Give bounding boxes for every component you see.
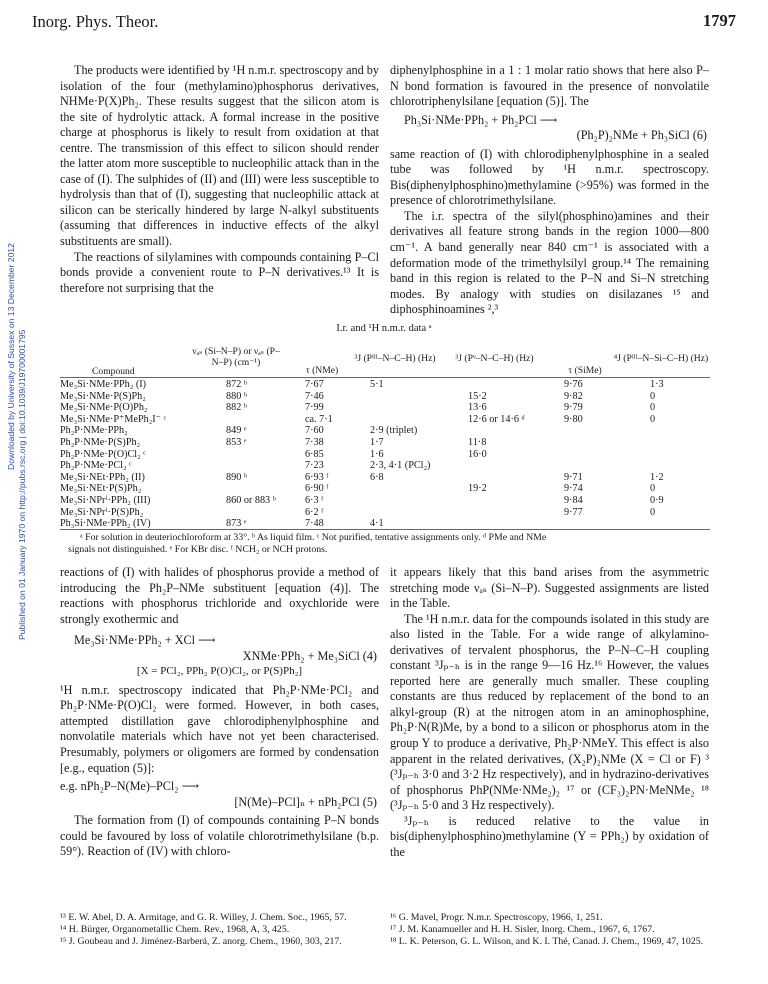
cell-tau-nme: 7·23 — [305, 460, 324, 472]
cell-vas: 880 ᵇ — [226, 390, 247, 402]
footnote: ¹³ E. W. Abel, D. A. Armitage, and G. R. Willey, J. Chem. Soc., 1965, 57. — [60, 912, 347, 923]
cell-tau-sime: 9·71 — [564, 471, 583, 483]
cell-tau-sime: 9·79 — [564, 402, 583, 414]
cell-j3-pv: 11·8 — [468, 437, 487, 448]
equation-line: Ph₃Si·NMe·PPh₂ + Ph₂PCl ⟶ — [404, 112, 558, 127]
table-footnote: ᵃ For solution in deuteriochloroform at 33°. ᵇ As liquid film. ᶜ Not purified, tentative assignments only. ᵈ PMe and NMe — [80, 532, 547, 543]
cell-j3-piii: 6·8 — [370, 471, 384, 483]
paragraph: same reaction of (I) with chlorodiphenylphosphine in a sealed tube was followed by ¹H n.m.r. spectroscopy. Bis(diphenylphosphino)methylamine (>95%) was formed in the presence of chlorotrimethylsilane. — [390, 146, 709, 208]
cell-tau-sime: 9·74 — [564, 483, 583, 495]
cell-compound: Ph₂P·NMe·PPh₂ — [60, 425, 128, 437]
cell-j4: 1·2 — [650, 471, 664, 483]
page-number: 1797 — [703, 11, 736, 30]
table-footnote: signals not distinguished. ᵉ For KBr disc. ᶠ NCH₂ or NCH protons. — [68, 544, 328, 555]
cell-j3-pv: 12·6 or 14·6 ᵈ — [468, 413, 525, 425]
paragraph: diphenylphosphine in a 1 : 1 molar ratio shows that here also P–N bond formation is favoured in the presence of nonvolatile chlorotriphenylsilane [equation (5)]. The — [390, 63, 709, 109]
footnotes-right — [390, 912, 709, 948]
paragraph: it appears likely that this band arises from the asymmetric stretching mode νₐₛ (Si–N–P). Suggested assignments are listed in the Table. — [390, 565, 709, 611]
cell-compound: Ph₂P·NMe·P(S)Ph₂ — [60, 437, 141, 448]
cell-j4: 0·9 — [650, 495, 664, 506]
cell-j3-piii: 4·1 — [370, 518, 384, 530]
col-header-vas: νₐₛ (Si–N–P) or νₐₛ (P–N–P) (cm⁻¹) — [192, 346, 280, 368]
cell-compound: Me₃Si·NMe·P(O)Ph₂ — [60, 402, 148, 414]
footnotes-left — [60, 912, 379, 948]
col-header-j4: ⁴J (Pᴵᴵᴵ–N–Si–C–H) (Hz) — [613, 353, 709, 364]
cell-compound: Me₃Si·NPrⁱ·P(S)Ph₂ — [60, 506, 144, 518]
cell-j4: 0 — [650, 506, 656, 518]
equation-5 — [60, 779, 379, 810]
left-column-bottom — [60, 565, 379, 860]
cell-vas: 853 ᵉ — [226, 437, 247, 448]
footnote: ¹⁵ J. Goubeau and J. Jiménez-Barberá, Z. anorg. Chem., 1960, 303, 217. — [60, 936, 342, 947]
cell-tau-nme: 7·99 — [305, 402, 324, 414]
cell-compound: Me₃Si·NMe·PPh₂ (I) — [60, 379, 147, 390]
download-watermark — [6, 170, 27, 640]
cell-compound: Me₃Si·NMe·P⁺MePh₂I⁻ ᶜ — [60, 413, 167, 425]
cell-tau-nme: 7·60 — [305, 425, 324, 437]
cell-tau-sime: 9·82 — [564, 390, 583, 402]
col-header-compound: Compound — [92, 366, 135, 377]
paragraph: reactions of (I) with halides of phosphorus provide a method of introducing the Ph₂P–NMe substituent [equation (4)]. The reactions with phosphorus trichloride and oxychloride were strongly exothermic and — [60, 565, 379, 626]
cell-vas: 890 ᵇ — [226, 471, 247, 483]
table-rule — [60, 529, 710, 530]
cell-j3-pv: 19·2 — [468, 483, 487, 495]
left-column-top — [60, 63, 379, 296]
cell-tau-nme: ca. 7·1 — [305, 413, 333, 425]
cell-j3-pv: 16·0 — [468, 448, 487, 460]
cell-j3-piii: 2·3, 4·1 (PCl₂) — [370, 460, 431, 472]
footnote: ¹⁷ J. M. Kanamueller and H. H. Sisler, Inorg. Chem., 1967, 6, 1767. — [390, 924, 655, 935]
cell-tau-nme: 7·38 — [305, 437, 324, 448]
right-column-bottom — [390, 565, 709, 860]
journal-header: Inorg. Phys. Theor. — [32, 12, 159, 31]
paragraph: ³Jₚ₋ₕ is reduced relative to the value in bis(diphenylphosphino)methylamine (Y = PPh₂) by oxidation of the — [390, 813, 709, 859]
paragraph: The products were identified by ¹H n.m.r. spectroscopy and by isolation of the four (methylamino)phosphorus derivatives, NHMe·P(X)Ph₂. These results suggest that the silicon atom is the site of hydrolytic attack. A formal increase in the positive charge at phosphorus is likely to result from oxidation at that centre. The transmission of this effect to silicon should render the latter atom more susceptible to nucleophilic attack than in the case of (I). The sulphides of (II) and (III) were less susceptible to hydrolysis than that of (I), suggesting that nucleophilic attack at silicon can be sterically hindered by large N-alkyl substituents (assuming that differences in inductive effects of the alkyl substituents are small). — [60, 63, 379, 249]
cell-tau-sime: 9·80 — [564, 413, 583, 425]
cell-compound: Me₃Si·NEt·PPh₂ (II) — [60, 471, 145, 483]
equation-4 — [60, 633, 379, 680]
equation-line: [X = PCl₂, PPh₂ P(O)Cl₂, or P(S)Ph₂] — [136, 665, 303, 678]
cell-j3-piii: 1·7 — [370, 437, 384, 448]
cell-j4: 0 — [650, 390, 656, 402]
table-rule — [60, 377, 710, 378]
cell-tau-sime: 9·77 — [564, 506, 583, 518]
cell-j4: 1·3 — [650, 379, 664, 390]
cell-tau-sime: 9·84 — [564, 495, 583, 506]
table-title: I.r. and ¹H n.m.r. data ᵃ — [336, 323, 432, 334]
cell-vas: 860 or 883 ᵇ — [226, 495, 276, 506]
cell-vas: 849 ᵉ — [226, 425, 247, 437]
cell-compound: Me₃Si·NPrⁱ·PPh₂ (III) — [60, 495, 151, 506]
cell-compound: Ph₂P·NMe·P(O)Cl₂ ᶜ — [60, 448, 146, 460]
equation-line: Me₃Si·NMe·PPh₂ + XCl ⟶ — [74, 633, 216, 648]
cell-tau-nme: 7·46 — [305, 390, 324, 402]
col-header-j3-pv: ³J (Pᵛ–N–C–H) (Hz) — [455, 353, 534, 364]
cell-tau-nme: 6·90 ᶠ — [305, 483, 329, 495]
cell-tau-nme: 6·2 ᶠ — [305, 506, 324, 518]
cell-vas: 873 ᵉ — [226, 518, 247, 530]
paragraph: ¹H n.m.r. spectroscopy indicated that Ph₂P·NMe·PCl₂ and Ph₂P·NMe·P(O)Cl₂ were formed. However, in both cases, attempted distillation gave chlorodiphenylphosphine and nonvolatile materials which have not yet been characterised. Presumably, polymers or oligomers are formed by condensation [e.g., equation (5)]: — [60, 682, 379, 775]
paragraph: The formation from (I) of compounds containing P–N bonds could be favoured by loss of volatile chlorotrimethylsilane (b.p. 59°). Reaction of (IV) with chloro- — [60, 813, 379, 859]
right-column-top — [390, 63, 709, 318]
col-header-tau-sime: τ (SiMe) — [568, 365, 602, 376]
equation-line: [N(Me)–PCl]ₙ + nPh₂PCl (5) — [234, 794, 377, 809]
cell-tau-nme: 6·85 — [305, 448, 324, 460]
cell-tau-nme: 7·48 — [305, 518, 324, 530]
cell-vas: 882 ᵇ — [226, 402, 247, 414]
paragraph: The i.r. spectra of the silyl(phosphino)amines and their derivatives all feature strong bands in the region 1000—800 cm⁻¹. A band generally near 840 cm⁻¹ is associated with a deformation mode of the trimethylsilyl group.¹⁴ The remaining band in this region is related to the P–N and Si–N stretching modes. By analogy with studies on disilazanes ¹⁵ and diphosphinoamines ²,³ — [390, 208, 709, 317]
col-header-j3-piii: ³J (Pᴵᴵᴵ–N–C–H) (Hz) — [354, 353, 436, 364]
cell-j3-piii: 1·6 — [370, 448, 384, 460]
cell-tau-sime: 9·76 — [564, 379, 583, 390]
cell-j4: 0 — [650, 402, 656, 414]
cell-j3-pv: 15·2 — [468, 390, 487, 402]
cell-j3-pv: 13·6 — [468, 402, 487, 414]
paragraph: The reactions of silylamines with compounds containing P–Cl bonds provide a convenient route to P–N derivatives.¹³ It is therefore not surprising that the — [60, 249, 379, 295]
equation-6 — [390, 113, 709, 144]
cell-compound: Me₃Si·NEt·P(S)Ph₂ — [60, 483, 142, 495]
equation-line: e.g. nPh₂P–N(Me)–PCl₂ ⟶ — [60, 779, 200, 794]
cell-vas: 872 ᵇ — [226, 379, 247, 390]
paragraph: The ¹H n.m.r. data for the compounds isolated in this study are also listed in the Table. For a wide range of alkylamino-derivatives of tervalent phosphorus, the P–N–C–H coupling constant ³Jₚ₋ₕ is in the range 9—16 Hz.¹⁶ However, the values reported here are generally much smaller. These coupling constants are thus reduced by replacement of the bond to an alkyl-group (R) at the nitrogen atom in an aminophosphine, Ph₂P·N(R)Me, by a bond to a silicon or phosphorus atom in the group Y to produce a derivative, Ph₂P·NMeY. This effect is also apparent in the related derivatives, (X₂P)₂NMe (X = Cl or F) ³ (³Jₚ₋ₕ 3·0 and 3·2 Hz respectively), and in hydrazino-derivatives of phosphorus PhP(NMe·NMe₂)₂ ¹⁷ or (CF₃)₂PN·MeNMe₂ ¹⁸ (³Jₚ₋ₕ 5·0 and 3 Hz respectively). — [390, 611, 709, 813]
cell-j4: 0 — [650, 483, 656, 495]
cell-j4: 0 — [650, 413, 656, 425]
publication-notice[interactable]: Published on 01 January 1970 on http://pubs.rsc.org | doi:10.1039/J19700001795 — [17, 329, 27, 640]
cell-compound: Ph₂P·NMe·PCl₂ ᶜ — [60, 460, 132, 472]
cell-tau-nme: 6·3 ᶠ — [305, 495, 324, 506]
cell-tau-nme: 7·67 — [305, 379, 324, 390]
cell-tau-nme: 6·93 ᶠ — [305, 471, 329, 483]
footnote: ¹⁶ G. Mavel, Progr. N.m.r. Spectroscopy, 1966, 1, 251. — [390, 912, 603, 923]
cell-compound: Ph₃Si·NMe·PPh₂ (IV) — [60, 518, 151, 530]
col-header-tau-nme: τ (NMe) — [305, 365, 339, 376]
cell-j3-piii: 5·1 — [370, 379, 384, 390]
cell-j3-piii: 2·9 (triplet) — [370, 425, 418, 437]
cell-compound: Me₃Si·NMe·P(S)Ph₂ — [60, 390, 146, 402]
footnote: ¹⁴ H. Bürger, Organometallic Chem. Rev., 1968, A, 3, 425. — [60, 924, 290, 935]
footnote: ¹⁸ L. K. Peterson, G. L. Wilson, and K. I. Thé, Canad. J. Chem., 1969, 47, 1025. — [390, 936, 704, 947]
equation-line: (Ph₂P)₂NMe + Ph₃SiCl (6) — [576, 128, 707, 143]
download-notice[interactable]: Downloaded by University of Sussex on 13 December 2012 — [6, 243, 16, 470]
equation-line: XNMe·PPh₂ + Me₃SiCl (4) — [242, 648, 377, 663]
